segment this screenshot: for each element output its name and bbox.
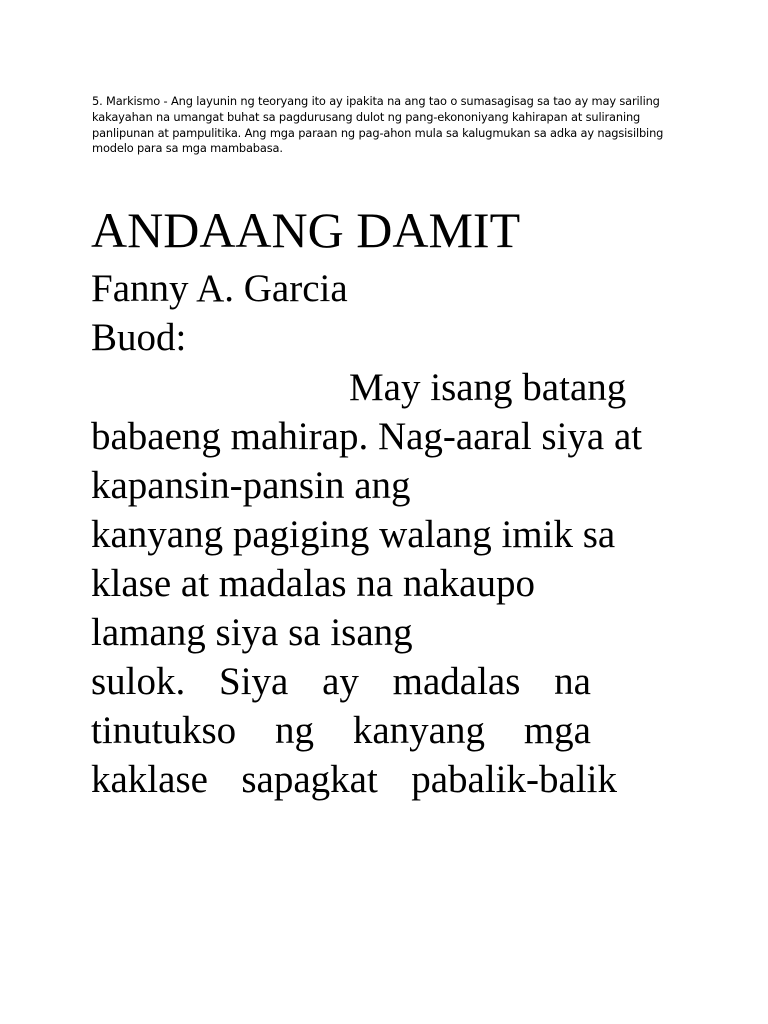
summary-word: sapagkat <box>241 758 378 801</box>
intro-line: 5. Markismo - Ang layunin ng teoryang ito ay ipakita na ang tao o sumasagisag sa tao ay may sariling <box>92 94 660 108</box>
intro-line: modelo para sa mga mambabasa. <box>92 141 283 156</box>
summary-line: klase at madalas na nakaupo <box>91 562 535 605</box>
summary-word: kaklase <box>91 758 208 801</box>
summary-word: ay <box>322 660 359 703</box>
summary-word: na <box>554 660 591 703</box>
summary-line: lamang siya sa isang <box>91 611 413 654</box>
summary-line-justified <box>91 706 591 755</box>
summary-word: Siya <box>219 660 289 703</box>
summary-word: tinutukso <box>91 709 237 752</box>
summary-word: kanyang <box>352 709 485 752</box>
story-author: Fanny A. Garcia <box>91 267 348 310</box>
intro-paragraph <box>92 94 682 157</box>
summary-line: May isang batang <box>349 366 627 409</box>
summary-word: mga <box>523 709 591 752</box>
summary-word: ng <box>275 709 315 752</box>
summary-line: babaeng mahirap. Nag-aaral siya at <box>91 415 643 458</box>
story-title: ANDAANG DAMIT <box>91 202 521 258</box>
summary-word: sulok. <box>91 660 186 703</box>
summary-line: kapansin-pansin ang <box>91 464 411 507</box>
summary-line: kanyang pagiging walang imik sa <box>91 513 616 556</box>
intro-line: kakayahan na umangat buhat sa pagdurusang dulot ng pang-ekononiyang kahirapan at suliraning <box>92 109 641 124</box>
summary-paragraph <box>91 363 691 804</box>
summary-line-justified <box>91 755 617 804</box>
summary-line-justified <box>91 657 591 706</box>
summary-word: madalas <box>392 660 521 703</box>
intro-line: panlipunan at pampulitika. Ang mga paraan ng pag-ahon mula sa kalugmukan sa adka ay nagsisilbing <box>92 125 664 140</box>
summary-word: pabalik-balik <box>411 758 617 801</box>
summary-label: Buod: <box>91 316 187 359</box>
